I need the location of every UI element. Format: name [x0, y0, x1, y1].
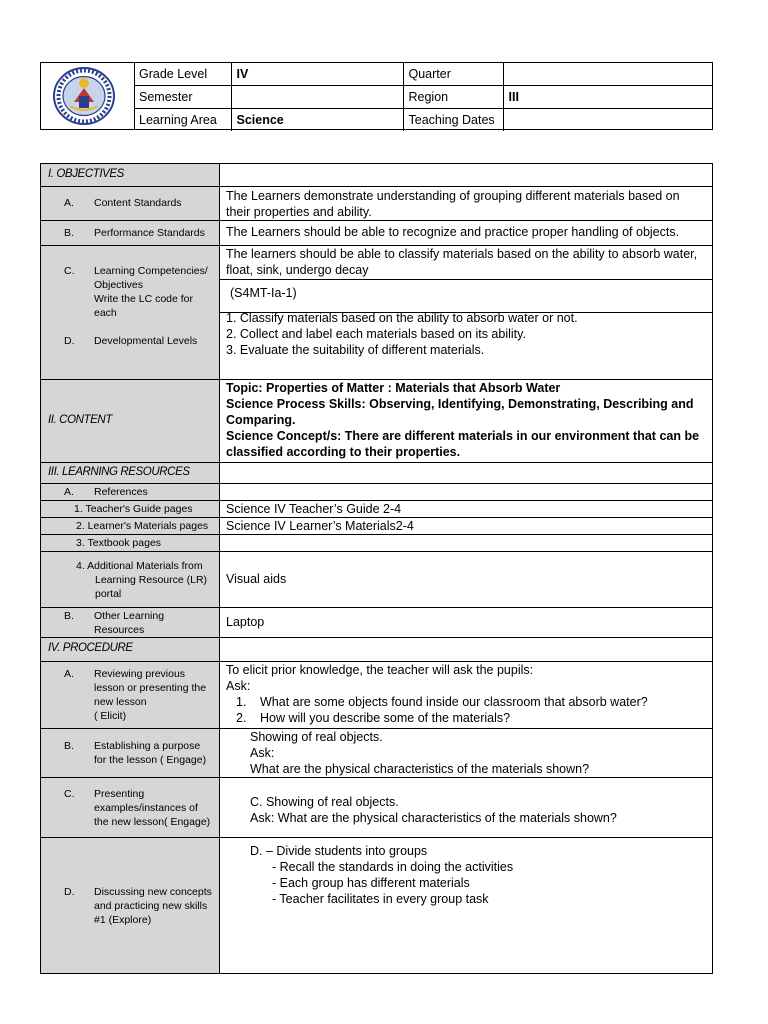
header-info-table [134, 63, 712, 131]
competencies-letter: C. [64, 265, 75, 277]
procedure-a-letter: A. [64, 668, 74, 680]
procedure-d-item-3: - Teacher facilitates in every group task [272, 892, 489, 906]
teachers-guide-label: 1. Teacher's Guide pages [74, 503, 193, 515]
header-table [40, 62, 713, 130]
competencies-label-2: Objectives [94, 279, 144, 291]
procedure-b-line-1: Showing of real objects. [250, 730, 383, 744]
procedure-b-row [41, 729, 712, 778]
developmental-item-3: 3. Evaluate the suitability of different materials. [226, 343, 485, 357]
references-letter: A. [64, 486, 74, 498]
deped-seal-logo [52, 66, 116, 126]
region-label: Region [403, 86, 503, 109]
developmental-letter: D. [64, 335, 75, 347]
procedure-a-label-1: Reviewing previous [94, 668, 186, 680]
content-concept: Science Concept/s: There are different materials in our environment that can be classified according to their properties. [226, 429, 700, 459]
performance-standards-letter: B. [64, 227, 74, 239]
content-standards-label: Content Standards [94, 197, 182, 209]
performance-standards-text: The Learners should be able to recognize and practice proper handling of objects. [226, 225, 680, 239]
procedure-c-label-2: examples/instances of [94, 802, 198, 814]
performance-standards-row [41, 221, 712, 246]
procedure-a-row [41, 662, 712, 729]
content-row [41, 380, 712, 463]
procedure-d-letter: D. [64, 886, 75, 898]
performance-standards-label: Performance Standards [94, 227, 205, 239]
procedure-b-label-1: Establishing a purpose [94, 740, 201, 752]
procedure-b-line-2: Ask: [250, 746, 275, 760]
developmental-item-2: 2. Collect and label each materials based on its ability. [226, 327, 526, 341]
procedure-d-item-2: - Each group has different materials [272, 876, 470, 890]
procedure-heading-row [41, 638, 712, 662]
procedure-d-row [41, 838, 712, 973]
procedure-b-letter: B. [64, 740, 74, 752]
procedure-d-label-2: and practicing new skills [94, 900, 208, 912]
procedure-a-ask: Ask: [226, 679, 251, 693]
learning-area-label: Learning Area [134, 109, 231, 132]
other-resources-label-2: Resources [94, 624, 145, 636]
content-topic: Topic: Properties of Matter : Materials that Absorb Water [226, 381, 561, 395]
content-standards-text: The Learners demonstrate understanding of grouping different materials based on their properties and ability. [226, 189, 680, 219]
learners-materials-value: Science IV Learner’s Materials2-4 [226, 519, 414, 533]
semester-value [231, 86, 403, 109]
procedure-d-line-1: D. – Divide students into groups [250, 844, 428, 858]
objectives-title: I. OBJECTIVES [48, 168, 124, 180]
other-resources-letter: B. [64, 610, 74, 622]
other-resources-value: Laptop [226, 615, 265, 629]
procedure-a-question-1: What are some objects found inside our classroom that absorb water? [260, 695, 648, 709]
procedure-a-num-1: 1. [236, 695, 247, 709]
procedure-title: IV. PROCEDURE [48, 642, 133, 654]
teachers-guide-value: Science IV Teacher’s Guide 2-4 [226, 502, 402, 516]
content-title: II. CONTENT [48, 414, 112, 426]
resources-title: III. LEARNING RESOURCES [48, 466, 190, 478]
region-value: III [503, 86, 712, 109]
logo-cell [41, 63, 135, 129]
learning-area-value: Science [231, 109, 403, 132]
objectives-heading-row [41, 164, 712, 187]
textbook-value [220, 535, 712, 551]
references-row [41, 484, 712, 501]
procedure-a-intro: To elicit prior knowledge, the teacher will ask the pupils: [226, 663, 534, 677]
quarter-value [503, 63, 712, 86]
procedure-a-label-4: ( Elicit) [94, 710, 127, 722]
teaching-dates-label: Teaching Dates [403, 109, 503, 132]
lesson-plan-table [40, 163, 713, 974]
procedure-c-line-2: Ask: What are the physical characteristics of the materials shown? [250, 811, 617, 825]
teaching-dates-value [503, 109, 712, 132]
grade-level-value: IV [231, 63, 403, 86]
content-standards-row [41, 187, 712, 221]
additional-label-2: Learning Resource (LR) [95, 574, 208, 586]
additional-materials-value: Visual aids [226, 572, 287, 586]
resources-heading-row [41, 463, 712, 484]
competencies-row [41, 246, 712, 380]
procedure-b-label-2: for the lesson ( Engage) [94, 754, 207, 766]
competencies-label-1: Learning Competencies/ [94, 265, 208, 277]
textbook-label: 3. Textbook pages [76, 537, 162, 549]
procedure-c-row [41, 778, 712, 838]
procedure-b-line-3: What are the physical characteristics of the materials shown? [250, 762, 590, 776]
semester-label: Semester [134, 86, 231, 109]
developmental-list [226, 310, 706, 358]
developmental-label: Developmental Levels [94, 335, 198, 347]
procedure-a-label-3: new lesson [94, 696, 147, 708]
competencies-code: (S4MT-Ia-1) [220, 279, 712, 313]
other-resources-label-1: Other Learning [94, 610, 165, 622]
competencies-text: The learners should be able to classify materials based on the ability to absorb water, float, sink, undergo decay [220, 246, 712, 280]
procedure-d-label-3: #1 (Explore) [94, 914, 152, 926]
teachers-guide-row [41, 501, 712, 518]
procedure-d-label-1: Discussing new concepts [94, 886, 212, 898]
textbook-row [41, 535, 712, 552]
procedure-a-label-2: lesson or presenting the [94, 682, 207, 694]
procedure-d-item-1: - Recall the standards in doing the activities [272, 860, 514, 874]
learners-materials-row [41, 518, 712, 535]
procedure-c-letter: C. [64, 788, 75, 800]
developmental-item-1: 1. Classify materials based on the ability to absorb water or not. [226, 311, 578, 325]
references-label: References [94, 486, 148, 498]
additional-label-1: 4. Additional Materials from [76, 560, 203, 572]
procedure-a-num-2: 2. [236, 711, 247, 725]
content-skills: Science Process Skills: Observing, Identifying, Demonstrating, Describing and Comparing. [226, 397, 694, 427]
competencies-label-3: Write the LC code for [94, 293, 194, 305]
quarter-label: Quarter [403, 63, 503, 86]
content-standards-letter: A. [64, 197, 74, 209]
additional-label-3: portal [95, 588, 122, 600]
procedure-c-label-3: the new lesson( Engage) [94, 816, 211, 828]
competencies-label-4: each [94, 307, 117, 319]
other-resources-row [41, 608, 712, 638]
procedure-c-label-1: Presenting [94, 788, 145, 800]
additional-materials-row [41, 552, 712, 608]
procedure-a-question-2: How will you describe some of the materials? [260, 711, 511, 725]
procedure-c-line-1: C. Showing of real objects. [250, 795, 399, 809]
grade-level-label: Grade Level [134, 63, 231, 86]
learners-materials-label: 2. Learner's Materials pages [76, 520, 209, 532]
